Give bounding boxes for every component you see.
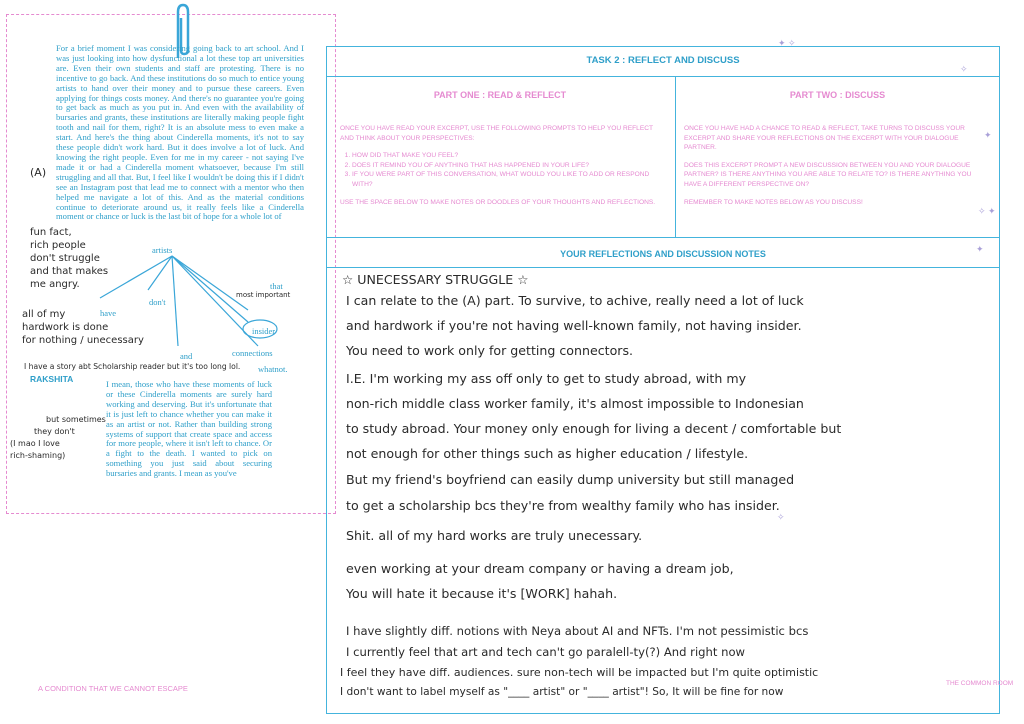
- note-line: I have slightly diff. notions with Neya about AI and NFTs. I'm not pessimistic bcs: [346, 624, 809, 638]
- margin-marker-a: (A): [30, 166, 47, 179]
- excerpt-paragraph-1: For a brief moment I was considering going back to art school. And I was just looking into how dysfunctional a lot these top art universities are. Even their own students and staff are protesting. There is no incentive to go back. And these institutions do so much to entice young artists to hand over their money and to pursue these careers. Even applying for things costs money. And there's no guarantee you're going to get back as much as you put in. And even with the availability of bursaries and grants, these institutions are literally making people fight tooth and nail for them, right? It is an absolute mess to even make a start. And here's the thing about Cinderella moments, it's not to say these people didn't work hard. But it does involve a lot of luck. And knowing the right people. Even for me in my career - not saying I've made it or had a Cinderella moment whatsoever, because I'm still struggling and all that. But, I feel like I wouldn't be doing this if I didn't see an Instagram post that lead me to connect with a mentor who then helped me navigate a lot of this. And as the material conditions continue to deteriorate around us, it really feels like a Cinderella moment or chance or luck is the last bit of hope for a whole lot of: [56, 43, 304, 222]
- note-line: Shit. all of my hard works are truly unecessary.: [346, 528, 643, 543]
- divider: [327, 267, 999, 268]
- footer-left-text: A CONDITION THAT WE CANNOT ESCAPE: [38, 684, 188, 693]
- note-line: I feel they have diff. audiences. sure non-tech will be impacted but I'm quite optimistic: [340, 666, 819, 679]
- worksheet-title: TASK 2 : REFLECT AND DISCUSS: [586, 55, 740, 66]
- star-stamp-icon: ✦ ✧: [778, 38, 796, 48]
- notes-section-title: YOUR REFLECTIONS AND DISCUSSION NOTES: [560, 249, 766, 259]
- mindmap-word-insider: insider: [252, 326, 276, 336]
- note-line: to get a scholarship bcs they're from wealthy family who has insider.: [346, 498, 780, 513]
- mindmap-word-that: that: [270, 281, 283, 291]
- star-stamp-icon: ✦: [984, 130, 992, 140]
- mindmap-word-whatnot: whatnot.: [258, 364, 288, 374]
- mindmap-center: artists: [152, 245, 173, 255]
- excerpt-paragraph-2: I mean, those who have these moments of luck or these Cinderella moments are surely hard working and deserving. But it's unfortunate that it is just left to chance whether you can make it as an artist or not. Rather than building strong systems of support that create space and access for more people, where it isn't left to chance. Or a fight to the death. I wanted to pick on something you just said about securing bursaries and grants. I mean as you've: [106, 379, 272, 479]
- part-two-title: PART TWO : DISCUSS: [789, 90, 886, 100]
- note-line: I don't want to label myself as "____ artist" or "____ artist"! So, It will be fine for now: [340, 686, 784, 698]
- divider-vertical: [675, 76, 676, 237]
- margin-note-rich-people: fun fact, rich people don't struggle and that makes me angry.: [30, 227, 109, 290]
- prompt-item: 2. DOES IT REMIND YOU OF ANYTHING THAT HAS HAPPENED IN YOUR LIFE?: [352, 161, 664, 171]
- footer-right-text: THE COMMON ROOM: [946, 680, 1014, 687]
- note-line: You need to work only for getting connectors.: [346, 343, 634, 358]
- prompt-item: 3. IF YOU WERE PART OF THIS CONVERSATION, WHAT WOULD YOU LIKE TO ADD OR RESPOND WITH?: [352, 170, 664, 189]
- divider: [327, 237, 999, 238]
- note-line: I currently feel that art and tech can't go paralell-ty(?) And right now: [346, 645, 746, 659]
- star-stamp-icon: ✧ ✦: [978, 206, 996, 216]
- note-line: But my friend's boyfriend can easily dump university but still managed: [346, 472, 795, 487]
- speaker-name: RAKSHITA: [30, 374, 74, 384]
- note-heading: ☆ UNECESSARY STRUGGLE ☆: [342, 272, 529, 287]
- prompt-item: 1. HOW DID THAT MAKE YOU FEEL?: [352, 151, 664, 161]
- divider: [327, 76, 999, 77]
- note-line: I can relate to the (A) part. To survive, to achive, really need a lot of luck: [346, 293, 804, 308]
- note-line: You will hate it because it's [WORK] hahah.: [346, 586, 618, 601]
- note-line: to study abroad. Your money only enough for living a decent / comfortable but: [346, 421, 842, 436]
- note-line: not enough for other things such as higher education / lifestyle.: [346, 446, 749, 461]
- note-line: I.E. I'm working my ass off only to get to study abroad, with my: [346, 371, 747, 386]
- margin-note-story: I have a story abt Scholarship reader but it's too long lol.: [24, 362, 241, 371]
- margin-note-hardwork: all of my hardwork is done for nothing / unecessary: [22, 309, 144, 346]
- part-one-instructions: ONCE YOU HAVE READ YOUR EXCERPT, USE THE FOLLOWING PROMPTS TO HELP YOU REFLECT AND THINK ABOUT YOUR PERSPECTIVES: 1. HOW DID THAT MAKE YOU FEEL? 2. DOES IT REMIND YOU OF ANYTHING THAT HAS HAPPENED IN YOUR LIFE? 3. IF YOU WERE PART OF THIS CONVERSATION, WHAT WOULD YOU LIKE TO ADD OR RESPOND WITH? USE THE SPACE BELOW TO MAKE NOTES OR DOODLES OF YOUR THOUGHTS AND REFLECTIONS.: [340, 124, 664, 215]
- mindmap-word-connections: connections: [232, 348, 273, 358]
- mindmap-word-most-important: most important: [236, 291, 291, 299]
- star-stamp-icon: ✧: [960, 64, 968, 74]
- star-stamp-icon: ✦: [976, 244, 984, 254]
- note-line: non-rich middle class worker family, it's almost impossible to Indonesian: [346, 396, 804, 411]
- mindmap-word-dont: don't: [149, 297, 166, 307]
- margin-note-rich-shaming: but sometimes they don't (I mao I love rich-shaming): [10, 415, 106, 460]
- part-one-title: PART ONE : READ & REFLECT: [433, 90, 567, 100]
- part-two-instructions: ONCE YOU HAVE HAD A CHANCE TO READ & REFLECT, TAKE TURNS TO DISCUSS YOUR EXCERPT AND SHARE YOUR REFLECTIONS ON THE EXCERPT WITH YOUR DIALOGUE PARTNER. DOES THIS EXCERPT PROMPT A NEW DISCUSSION BETWEEN YOU AND YOUR DIALOGUE PARTNER? IS THERE ANYTHING YOU ARE ABLE TO RELATE TO? IS THERE ANYTHING YOU HAVE A DIFFERENT PERSPECTIVE ON? REMEMBER TO MAKE NOTES BELOW AS YOU DISCUSS!: [684, 125, 972, 206]
- note-line: and hardwork if you're not having well-known family, not having insider.: [346, 318, 802, 333]
- mindmap-word-have: have: [100, 308, 117, 318]
- note-line: even working at your dream company or having a dream job,: [346, 561, 734, 576]
- mindmap-word-and: and: [180, 351, 193, 361]
- star-stamp-icon: ✧: [777, 512, 785, 522]
